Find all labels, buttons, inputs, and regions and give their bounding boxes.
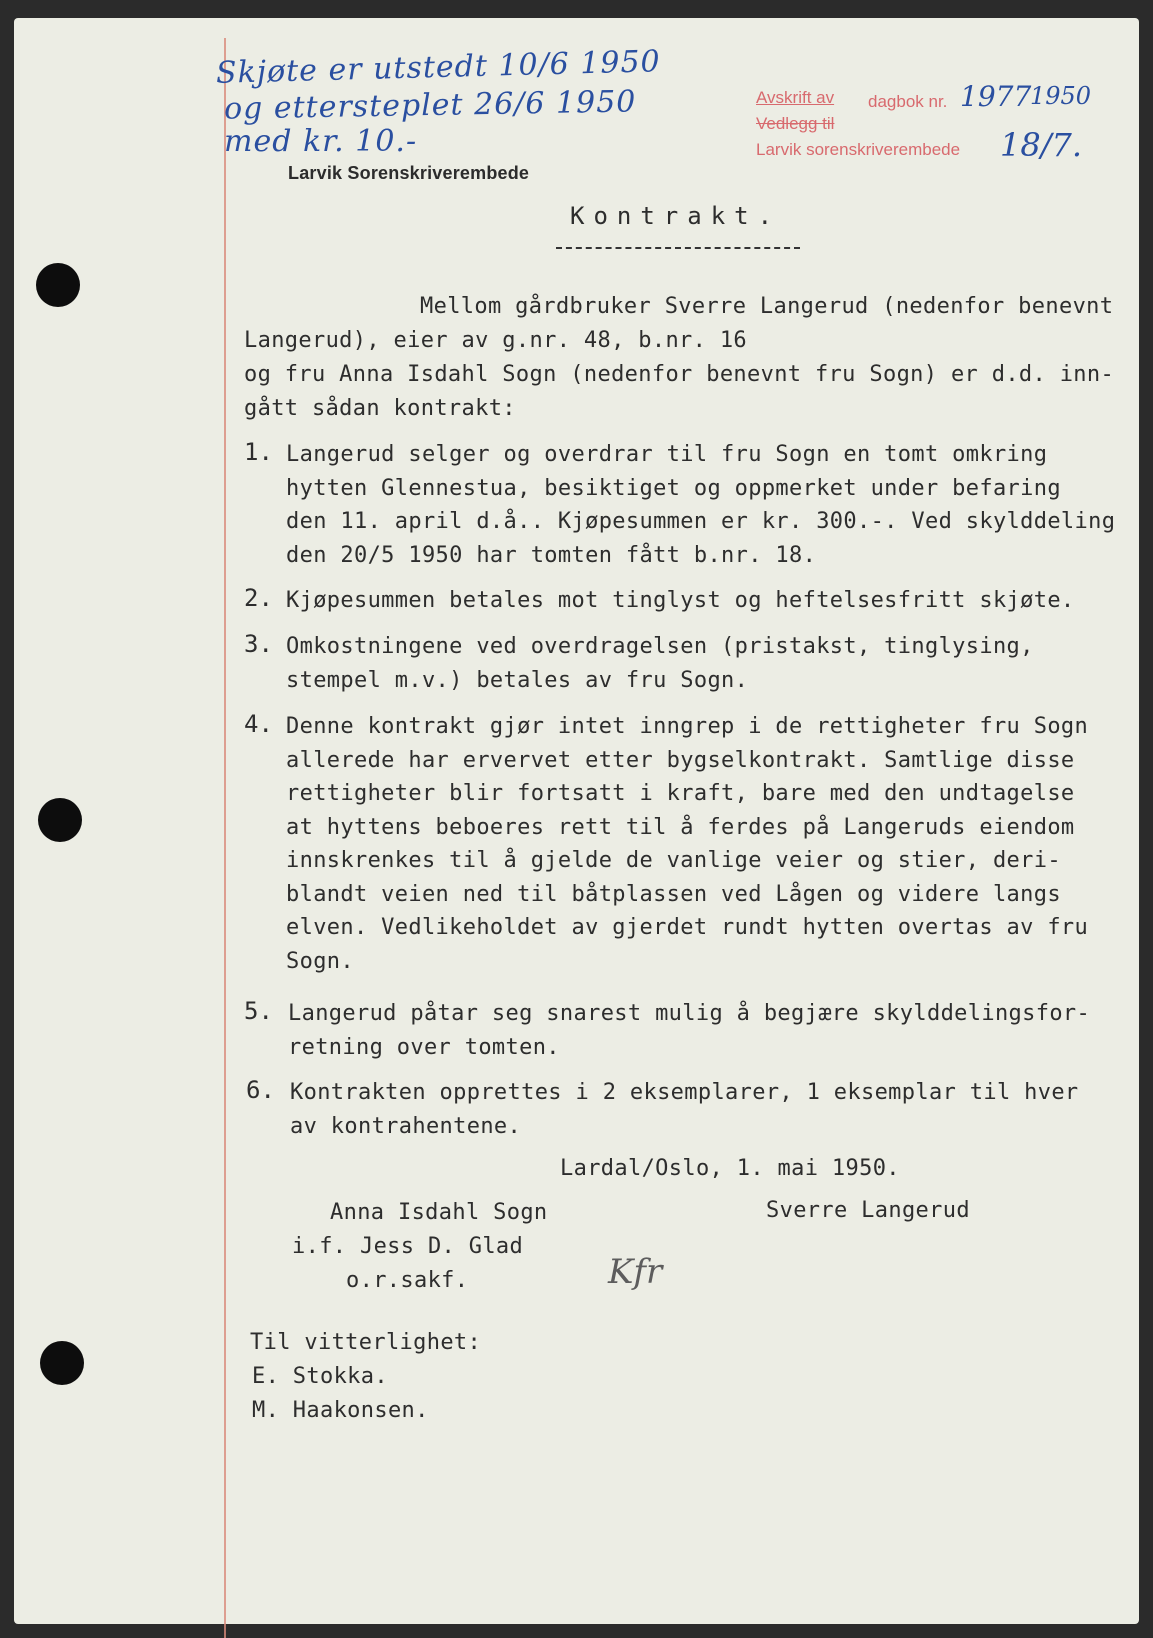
clause-line: at hyttens beboeres rett til å ferdes på Langeruds eiendom xyxy=(286,814,1075,840)
clause-line: blandt veien ned til båtplassen ved Lågen og videre langs xyxy=(286,881,1061,907)
clause-line: den 11. april d.å.. Kjøpesummen er kr. 300.-. Ved skylddeling xyxy=(286,509,1116,534)
clause-3 xyxy=(286,630,1034,697)
clause-line: allerede har ervervet etter bygselkontrakt. Samtlige disse xyxy=(286,747,1075,773)
clause-line: Langerud selger og overdrar til fru Sogn en tomt omkring xyxy=(286,442,1048,467)
signature-left-name: Anna Isdahl Sogn xyxy=(330,1200,548,1225)
clause-number: 2. xyxy=(244,584,273,612)
document-title: Kontrakt. xyxy=(570,202,782,230)
stamp-year: 1950 xyxy=(1030,82,1092,110)
title-underline xyxy=(556,247,800,249)
punch-hole-top xyxy=(36,263,80,307)
witness-name: M. Haakonsen. xyxy=(252,1398,429,1423)
stamp-office: Larvik sorenskriverembede xyxy=(756,140,961,159)
stamp-vedlegg: Vedlegg til xyxy=(756,114,835,133)
clause-number: 6. xyxy=(246,1076,275,1104)
clause-line: innskrenkes til å gjelde de vanlige veier og stier, deri- xyxy=(286,848,1061,873)
clause-1 xyxy=(286,438,1115,572)
stamp-dagbok-label: dagbok nr. xyxy=(868,92,948,111)
stamp-date: 18/7. xyxy=(1000,126,1083,164)
signature-initials: Kfr xyxy=(608,1252,663,1292)
clause-line: av kontrahentene. xyxy=(290,1113,522,1139)
margin-rule xyxy=(224,38,226,1638)
clause-line: Langerud påtar seg snarest mulig å begjære skylddelingsfor- xyxy=(288,1001,1091,1026)
intro-line: Mellom gårdbruker Sverre Langerud (nedenfor benevnt xyxy=(420,294,1114,319)
punch-hole-middle xyxy=(38,798,82,842)
punch-hole-bottom xyxy=(40,1341,84,1385)
intro-line: og fru Anna Isdahl Sogn (nedenfor benevnt fru Sogn) er d.d. inn- xyxy=(244,362,1115,387)
place-date: Lardal/Oslo, 1. mai 1950. xyxy=(560,1156,900,1181)
stamp-avskrift-av: Avskrift av xyxy=(756,88,835,107)
clause-line: den 20/5 1950 har tomten fått b.nr. 18. xyxy=(286,542,817,568)
signature-right-name: Sverre Langerud xyxy=(766,1198,970,1223)
clause-line: stempel m.v.) betales av fru Sogn. xyxy=(286,667,749,693)
clause-line: Kontrakten opprettes i 2 eksemplarer, 1 eksemplar til hver xyxy=(290,1080,1079,1105)
clause-4 xyxy=(286,710,1088,978)
signature-left-agent: i.f. Jess D. Glad xyxy=(292,1234,524,1259)
clause-line: Omkostningene ved overdragelsen (pristakst, tinglysing, xyxy=(286,634,1034,659)
witness-heading: Til vitterlighet: xyxy=(250,1330,482,1355)
clause-line: retning over tomten. xyxy=(288,1034,560,1060)
stamp-dagbok-number: 1977 xyxy=(960,80,1032,113)
clause-5 xyxy=(288,997,1090,1064)
signature-left-title: o.r.sakf. xyxy=(346,1268,469,1293)
handwritten-note-line2: og ettersteplet 26/6 1950 xyxy=(223,84,637,127)
handwritten-note-line1: Skjøte er utstedt 10/6 1950 xyxy=(215,44,662,91)
intro-line: gått sådan kontrakt: xyxy=(244,396,516,421)
clause-line: elven. Vedlikeholdet av gjerdet rundt hytten overtas av fru xyxy=(286,915,1089,940)
witness-name: E. Stokka. xyxy=(252,1364,388,1389)
clause-number: 4. xyxy=(244,710,273,738)
office-stamp: Larvik Sorenskriverembede xyxy=(288,163,530,183)
clause-number: 3. xyxy=(244,630,273,658)
handwritten-note-line3: med kr. 10.- xyxy=(224,124,418,159)
clause-number: 1. xyxy=(244,438,273,466)
clause-line: Denne kontrakt gjør intet inngrep i de rettigheter fru Sogn xyxy=(286,714,1089,739)
clause-line: Kjøpesummen betales mot tinglyst og heftelsesfritt skjøte. xyxy=(286,588,1075,613)
clause-line: Sogn. xyxy=(286,948,354,974)
intro-line: Langerud), eier av g.nr. 48, b.nr. 16 xyxy=(244,328,748,353)
clause-line: rettigheter blir fortsatt i kraft, bare med den undtagelse xyxy=(286,781,1075,806)
clause-number: 5. xyxy=(244,997,273,1025)
clause-2 xyxy=(286,584,1075,618)
clause-line: hytten Glennestua, besiktiget og oppmerket under befaring xyxy=(286,475,1061,501)
clause-6 xyxy=(290,1076,1079,1143)
